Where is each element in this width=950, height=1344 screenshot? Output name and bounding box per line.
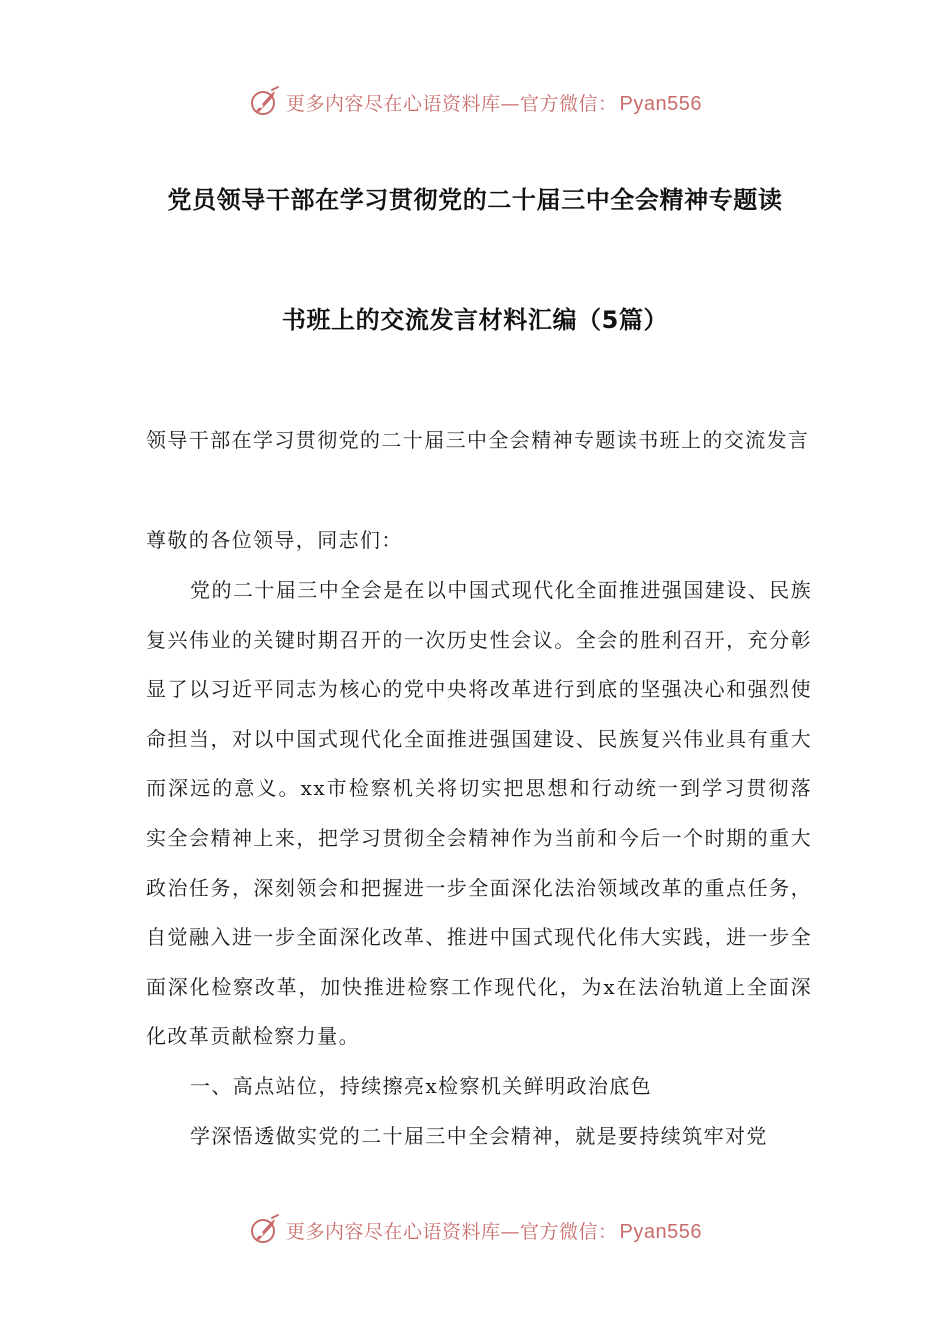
pen-nib-logo-icon: [248, 85, 282, 119]
document-title-line-2: 书班上的交流发言材料汇编（5篇）: [281, 306, 669, 334]
watermark-text: 更多内容尽在心语资料库—官方微信： Pyan556: [286, 92, 702, 115]
wechat-id: Pyan556: [619, 1220, 702, 1243]
document-title-line-1: 党员领导干部在学习贯彻党的二十届三中全会精神专题读: [167, 186, 783, 214]
section-heading-1: 一、高点站位，持续擦亮x检察机关鲜明政治底色: [190, 1074, 653, 1098]
watermark-banner-bottom: [0, 1210, 950, 1250]
body-paragraph-1: 党的二十届三中全会是在以中国式现代化全面推进强国建设、民族复兴伟业的关键时期召开的一次历史性会议。全会的胜利召开，充分彰显了以习近平同志为核心的党中央将改革进行到底的坚强决心和强烈使命担当，对以中国式现代化全面推进强国建设、民族复兴伟业具有重大而深远的意义。xx市检察机关将切实把思想和行动统一到学习贯彻落实全会精神上来，把学习贯彻全会精神作为当前和今后一个时期的重大政治任务，深刻领会和把握进一步全面深化法治领域改革的重点任务，自觉融入进一步全面深化改革、推进中国式现代化伟大实践，进一步全面深化检察改革，加快推进检察工作现代化，为x在法治轨道上全面深化改革贡献检察力量。: [146, 578, 812, 1049]
watermark-text: 更多内容尽在心语资料库—官方微信： Pyan556: [286, 1220, 702, 1243]
pen-nib-logo-icon: [248, 1213, 282, 1247]
watermark-banner-top: [0, 82, 950, 122]
salutation: 尊敬的各位领导，同志们：: [146, 528, 403, 552]
body-paragraph-2: 学深悟透做实党的二十届三中全会精神，就是要持续筑牢对党: [190, 1124, 768, 1148]
wechat-id: Pyan556: [619, 92, 702, 115]
speech-subtitle: 领导干部在学习贯彻党的二十届三中全会精神专题读书班上的交流发言: [146, 428, 810, 452]
